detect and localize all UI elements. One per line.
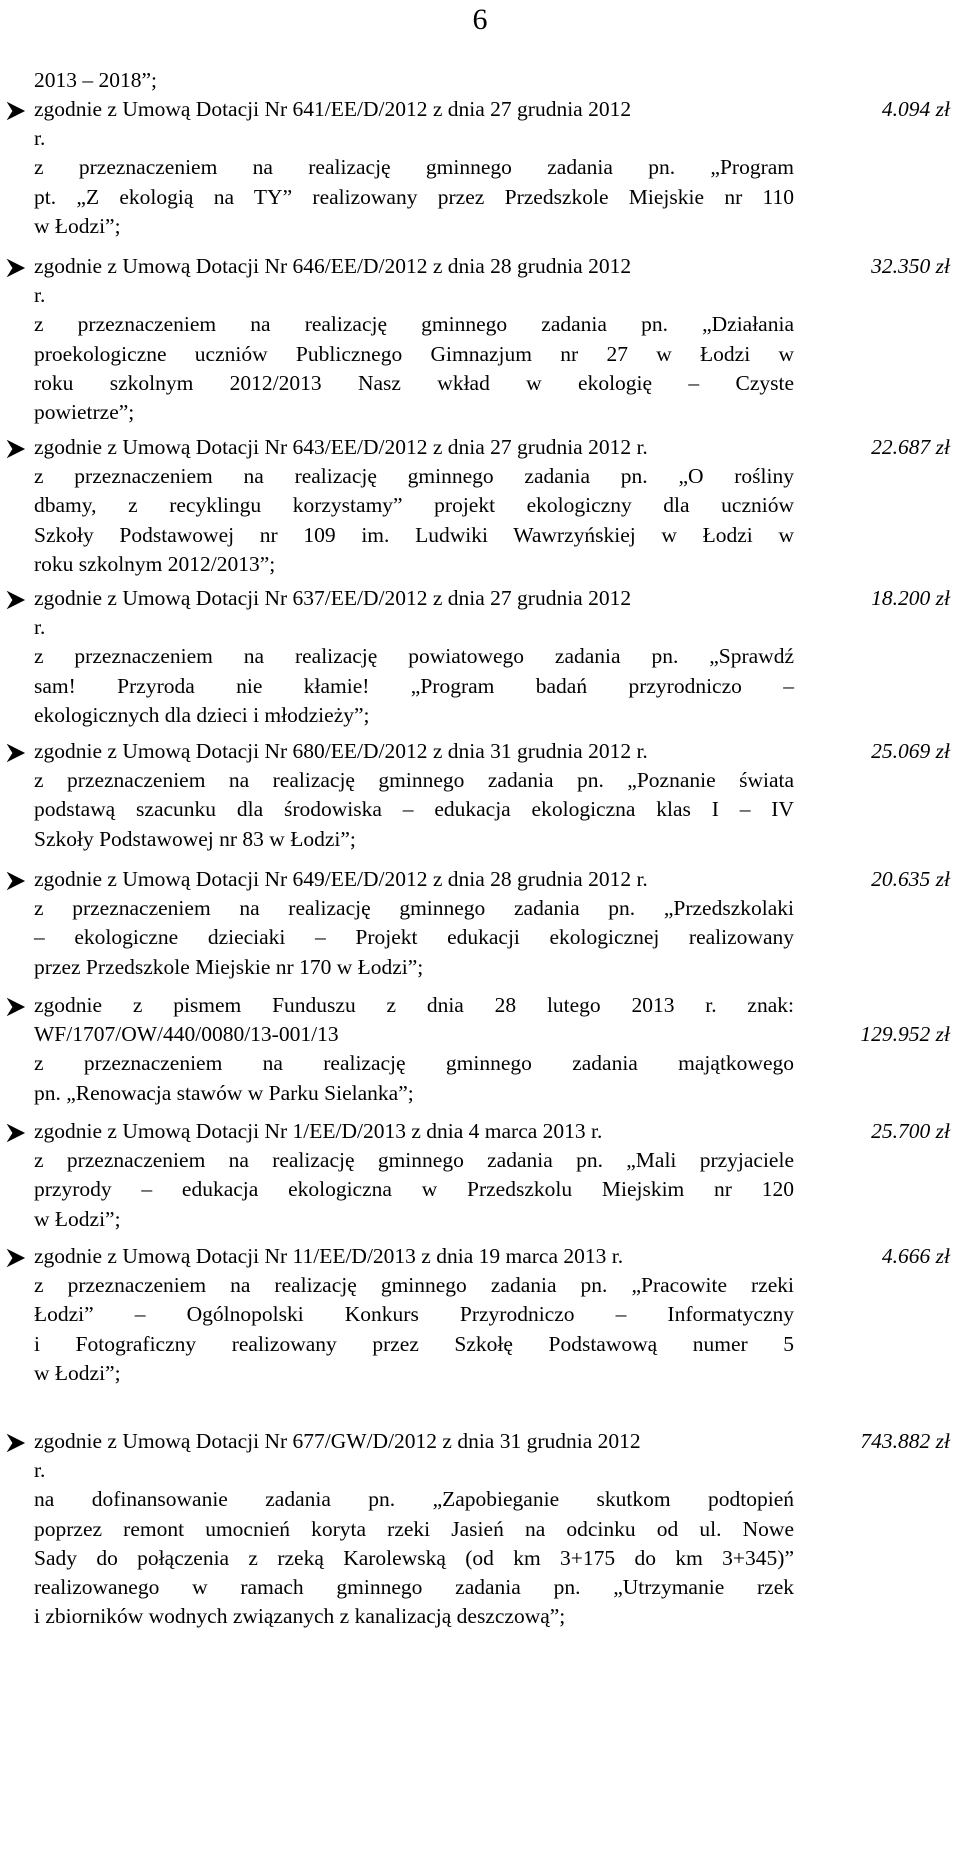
description-line: z przeznaczeniem na realizację gminnego zadania pn. „Przedszkolaki bbox=[34, 896, 794, 921]
arrow-bullet-icon bbox=[6, 1433, 28, 1455]
description-line: zgodnie z Umową Dotacji Nr 641/EE/D/2012 z dnia 27 grudnia 2012 bbox=[34, 97, 632, 121]
description-line: dbamy, z recyklingu korzystamy” projekt ekologiczny dla uczniów bbox=[34, 493, 794, 518]
description-line: z przeznaczeniem na realizację gminnego zadania pn. „Poznanie świata bbox=[34, 768, 794, 793]
arrow-bullet-icon bbox=[6, 101, 28, 123]
description-line: z przeznaczeniem na realizację gminnego zadania pn. „Działania bbox=[34, 312, 794, 337]
description-line: pt. „Z ekologią na TY” realizowany przez Przedszkole Miejskie nr 110 bbox=[34, 184, 794, 209]
description-line: z przeznaczeniem na realizację gminnego zadania pn. „Program bbox=[34, 155, 794, 180]
grant-amount: 4.666 zł bbox=[881, 1244, 950, 1268]
description-line: z przeznaczeniem na realizację gminnego zadania pn. „Mali przyjaciele bbox=[34, 1148, 794, 1173]
grant-amount: 25.069 zł bbox=[871, 739, 950, 763]
grant-description bbox=[34, 865, 794, 982]
grant-amount: 4.094 zł bbox=[881, 97, 950, 121]
description-line: zgodnie z Umową Dotacji Nr 1/EE/D/2013 z dnia 4 marca 2013 r. bbox=[34, 1119, 603, 1143]
page-number: 6 bbox=[472, 3, 488, 36]
description-line: podstawą szacunku dla środowiska – edukacja ekologiczna klas I – IV bbox=[34, 797, 794, 822]
description-line: z przeznaczeniem na realizację powiatowego zadania pn. „Sprawdź bbox=[34, 644, 794, 669]
grant-description bbox=[34, 433, 794, 579]
grant-amount: 22.687 zł bbox=[871, 435, 950, 459]
description-line: Sady do połączenia z rzeką Karolewską (od km 3+175 do km 3+345)” bbox=[34, 1545, 794, 1570]
description-line: i Fotograficzny realizowany przez Szkołę Podstawową numer 5 bbox=[34, 1331, 794, 1356]
description-line: zgodnie z Umową Dotacji Nr 637/EE/D/2012 z dnia 27 grudnia 2012 bbox=[34, 586, 632, 610]
description-line: ekologicznych dla dzieci i młodzieży”; bbox=[34, 702, 370, 727]
arrow-bullet-icon bbox=[6, 1248, 28, 1270]
grant-description bbox=[34, 1427, 794, 1631]
description-line: przyrody – edukacja ekologiczna w Przedszkolu Miejskim nr 120 bbox=[34, 1177, 794, 1202]
description-line: w Łodzi”; bbox=[34, 1360, 121, 1385]
description-line: zgodnie z Umową Dotacji Nr 677/GW/D/2012 z dnia 31 grudnia 2012 bbox=[34, 1429, 641, 1453]
description-line: zgodnie z Umową Dotacji Nr 680/EE/D/2012 z dnia 31 grudnia 2012 r. bbox=[34, 739, 648, 763]
description-line: pn. „Renowacja stawów w Parku Sielanka”; bbox=[34, 1080, 414, 1105]
description-line: z przeznaczeniem na realizację gminnego zadania majątkowego bbox=[34, 1051, 794, 1076]
description-line: r. bbox=[34, 1458, 46, 1483]
description-line: proekologiczne uczniów Publicznego Gimnazjum nr 27 w Łodzi w bbox=[34, 341, 794, 366]
description-line: poprzez remont umocnień koryta rzeki Jasień na odcinku od ul. Nowe bbox=[34, 1516, 794, 1541]
grant-amount: 32.350 zł bbox=[871, 254, 950, 278]
grant-amount: 25.700 zł bbox=[871, 1119, 950, 1143]
arrow-bullet-icon bbox=[6, 743, 28, 765]
grant-description bbox=[34, 737, 794, 854]
description-line: z przeznaczeniem na realizację gminnego zadania pn. „Pracowite rzeki bbox=[34, 1273, 794, 1298]
grant-description bbox=[34, 95, 794, 241]
description-line: Szkoły Podstawowej nr 83 w Łodzi”; bbox=[34, 826, 356, 851]
description-line: powietrze”; bbox=[34, 400, 135, 425]
arrow-bullet-icon bbox=[6, 590, 28, 612]
arrow-bullet-icon bbox=[6, 258, 28, 280]
grant-description bbox=[34, 584, 794, 730]
description-line: zgodnie z Umową Dotacji Nr 643/EE/D/2012 z dnia 27 grudnia 2012 r. bbox=[34, 435, 648, 459]
grant-description bbox=[34, 1242, 794, 1388]
description-line: zgodnie z Umową Dotacji Nr 646/EE/D/2012 z dnia 28 grudnia 2012 bbox=[34, 254, 632, 278]
description-line: – ekologiczne dzieciaki – Projekt edukacji ekologicznej realizowany bbox=[34, 925, 794, 950]
grant-amount: 743.882 zł bbox=[860, 1429, 950, 1453]
arrow-bullet-icon bbox=[6, 997, 28, 1019]
description-line: zgodnie z Umową Dotacji Nr 11/EE/D/2013 z dnia 19 marca 2013 r. bbox=[34, 1244, 624, 1268]
description-line: WF/1707/OW/440/0080/13-001/13 bbox=[34, 1022, 339, 1047]
description-line: w Łodzi”; bbox=[34, 213, 121, 238]
grant-amount: 18.200 zł bbox=[871, 586, 950, 610]
description-line: r. bbox=[34, 283, 46, 308]
intro-line: 2013 – 2018”; bbox=[34, 68, 158, 92]
description-line: sam! Przyroda nie kłamie! „Program badań przyrodniczo – bbox=[34, 673, 794, 698]
description-line: Szkoły Podstawowej nr 109 im. Ludwiki Wawrzyńskiej w Łodzi w bbox=[34, 522, 794, 547]
description-line: przez Przedszkole Miejskie nr 170 w Łodzi”; bbox=[34, 954, 424, 979]
description-line: r. bbox=[34, 126, 46, 151]
description-line: Łodzi” – Ogólnopolski Konkurs Przyrodniczo – Informatyczny bbox=[34, 1302, 794, 1327]
arrow-bullet-icon bbox=[6, 1123, 28, 1145]
description-line: na dofinansowanie zadania pn. „Zapobieganie skutkom podtopień bbox=[34, 1487, 794, 1512]
description-line: zgodnie z pismem Funduszu z dnia 28 lutego 2013 r. znak: bbox=[34, 993, 794, 1017]
grant-description bbox=[34, 252, 794, 427]
grant-amount: 20.635 zł bbox=[871, 867, 950, 891]
description-line: roku szkolnym 2012/2013 Nasz wkład w ekologię – Czyste bbox=[34, 370, 794, 395]
description-line: i zbiorników wodnych związanych z kanalizacją deszczową”; bbox=[34, 1604, 566, 1629]
arrow-bullet-icon bbox=[6, 439, 28, 461]
description-line: zgodnie z Umową Dotacji Nr 649/EE/D/2012 z dnia 28 grudnia 2012 r. bbox=[34, 867, 648, 891]
grant-description bbox=[34, 991, 794, 1108]
description-line: realizowanego w ramach gminnego zadania pn. „Utrzymanie rzek bbox=[34, 1575, 794, 1600]
grant-amount: 129.952 zł bbox=[860, 1022, 950, 1046]
grant-description bbox=[34, 1117, 794, 1234]
description-line: w Łodzi”; bbox=[34, 1206, 121, 1231]
description-line: r. bbox=[34, 615, 46, 640]
arrow-bullet-icon bbox=[6, 871, 28, 893]
description-line: roku szkolnym 2012/2013”; bbox=[34, 551, 276, 576]
description-line: z przeznaczeniem na realizację gminnego zadania pn. „O rośliny bbox=[34, 464, 794, 489]
